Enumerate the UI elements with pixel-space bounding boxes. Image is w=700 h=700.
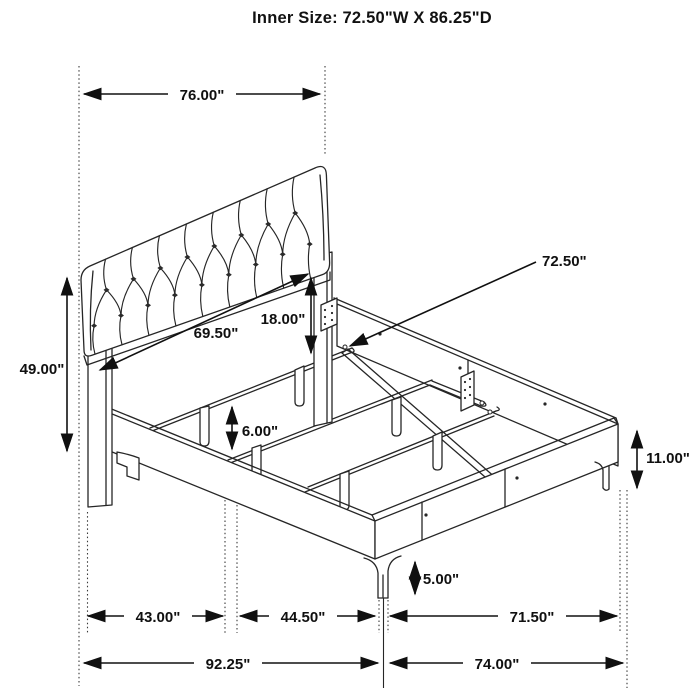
dimension-label: 72.50" — [542, 253, 587, 270]
dimension-label: 74.00" — [474, 656, 520, 673]
dimension-label: 71.50" — [509, 609, 555, 626]
dimension-mid-section-depth — [240, 609, 375, 626]
dimension-label: 5.00" — [422, 571, 460, 588]
dimension-foot-section-width — [390, 609, 617, 626]
dimension-label: 76.00" — [179, 87, 225, 104]
slat-leg — [200, 406, 209, 446]
dimension-annotations — [20, 87, 690, 673]
leader-line — [350, 262, 536, 346]
dimension-head-section-depth — [88, 609, 223, 626]
dimension-label: 18.00" — [260, 311, 306, 328]
headboard-near-leg — [88, 346, 112, 507]
slat-leg — [295, 366, 304, 406]
dimension-rail-height — [637, 431, 690, 488]
center-rail-bracket — [461, 371, 474, 411]
dimension-label: 6.00" — [241, 423, 279, 440]
dimension-label: 92.25" — [205, 656, 251, 673]
dimension-overall-width-bottom — [390, 656, 623, 673]
slat-leg — [433, 432, 442, 470]
dimension-headboard-height — [20, 278, 67, 451]
near-side-rail — [92, 401, 375, 559]
dimension-overall-width-top — [84, 87, 320, 104]
dimension-label: 69.50" — [193, 325, 239, 342]
headboard-far-leg — [314, 252, 337, 426]
foot-rail — [372, 418, 618, 559]
projection-guides — [79, 66, 627, 688]
dimension-overall-depth — [84, 656, 378, 673]
head-glide-foot — [117, 452, 139, 480]
dimension-label: 43.00" — [135, 609, 181, 626]
slat-leg — [392, 397, 401, 436]
dimension-foot-leg-height — [415, 562, 459, 594]
foot-center-leg — [364, 556, 401, 598]
dimension-label: 11.00" — [646, 450, 690, 467]
dimension-label: 49.00" — [19, 361, 65, 378]
dimension-label: 44.50" — [280, 609, 326, 626]
page-title: Inner Size: 72.50"W X 86.25"D — [252, 9, 492, 27]
